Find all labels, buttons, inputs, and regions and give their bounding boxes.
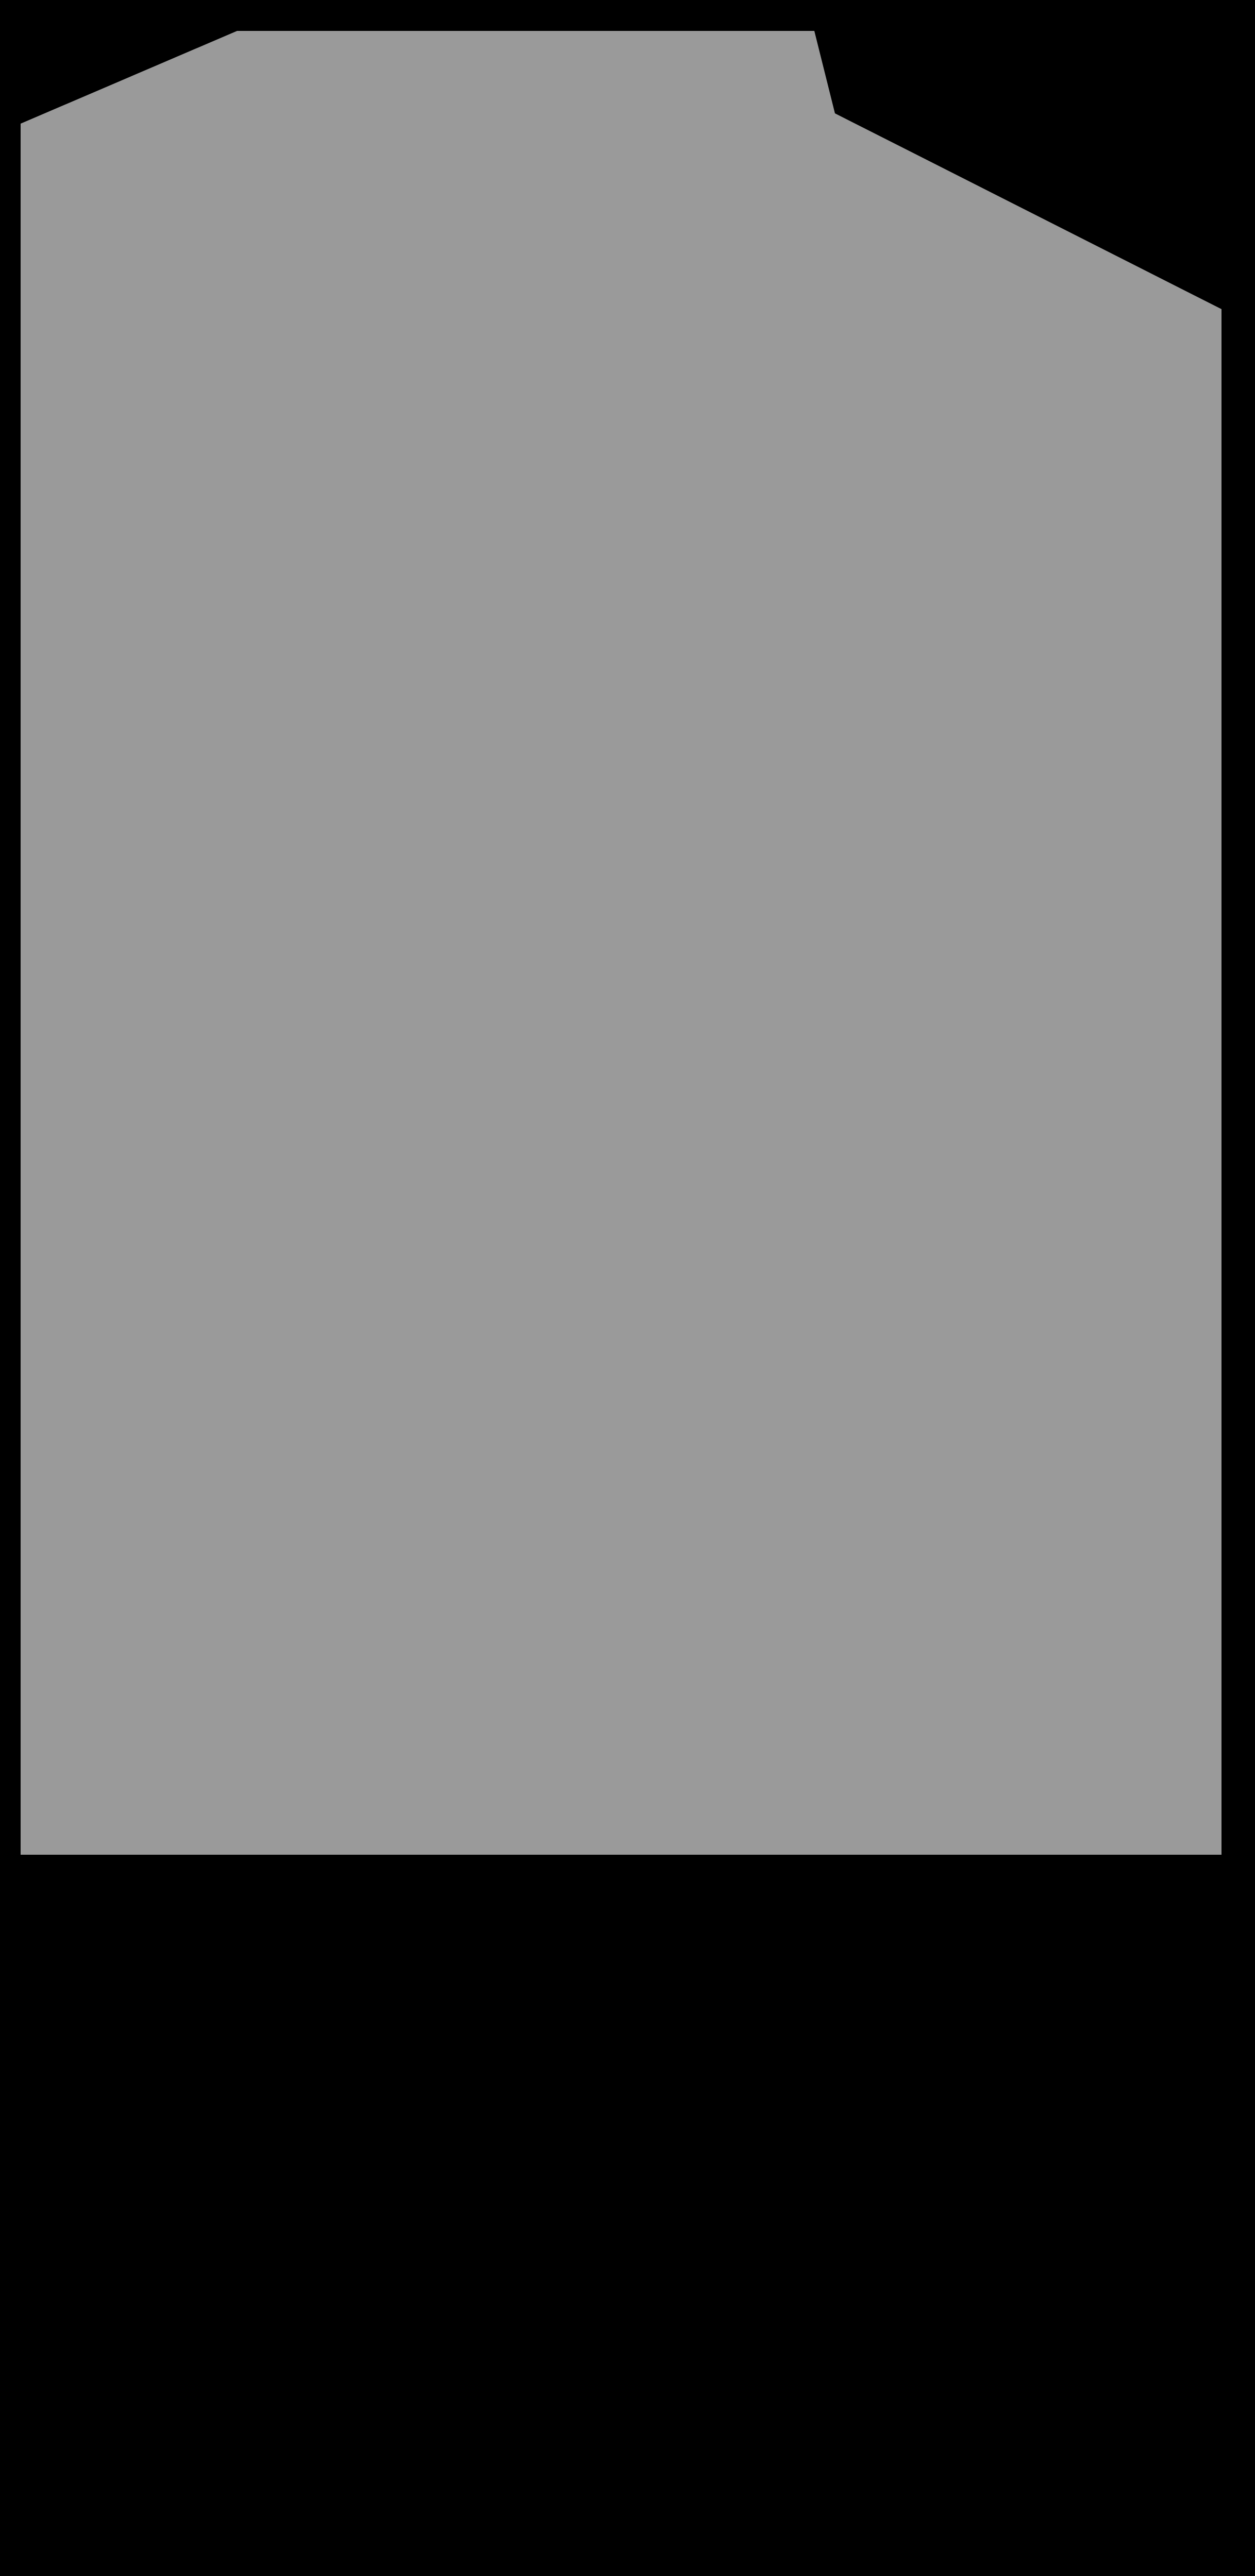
document-sheet (21, 21, 1221, 1855)
